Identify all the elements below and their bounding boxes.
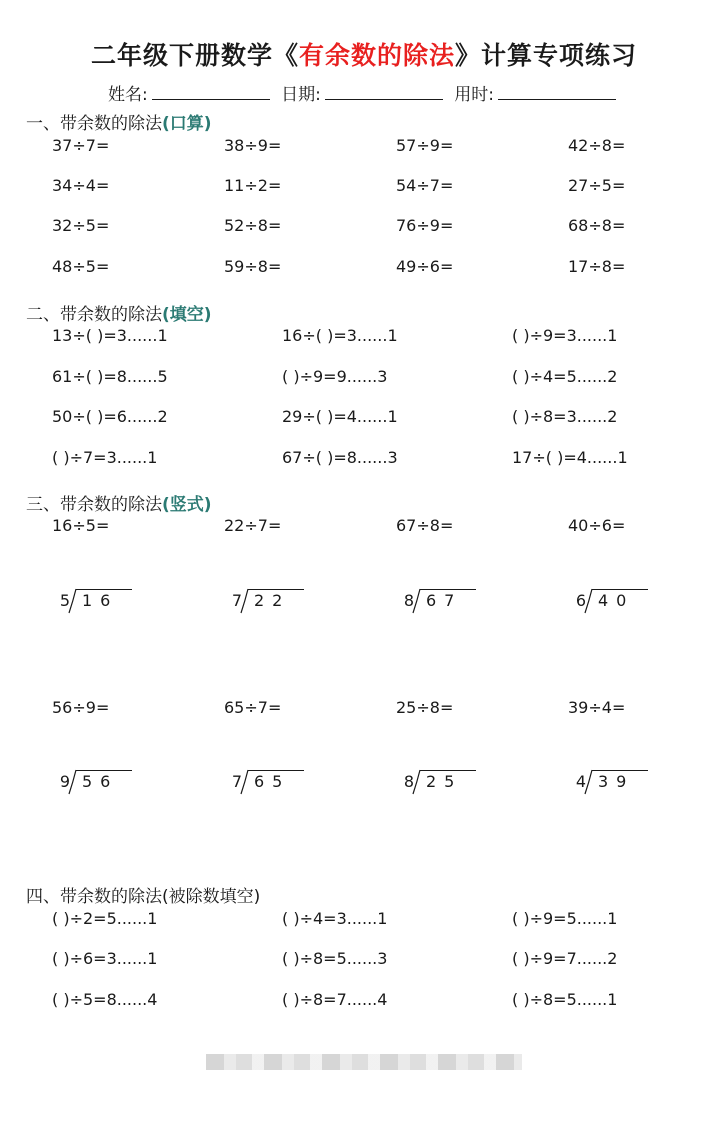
dividend: 25	[426, 772, 463, 791]
vertical-question: 40÷6=	[568, 516, 626, 535]
date-blank[interactable]	[325, 85, 443, 100]
section-heading-3: 三、带余数的除法(竖式)	[26, 495, 212, 515]
title-suffix: 》计算专项练习	[455, 41, 638, 70]
dividend: 16	[82, 591, 119, 610]
fill-question: 13÷( )=3......1	[52, 326, 168, 345]
dividend-fill-question: ( )÷6=3......1	[52, 949, 158, 968]
fill-question: ( )÷8=3......2	[512, 407, 618, 426]
dividend: 22	[254, 591, 291, 610]
section-heading-4: 四、带余数的除法(被除数填空)	[26, 887, 261, 907]
division-bracket	[412, 769, 422, 795]
oral-question: 54÷7=	[396, 176, 454, 195]
divisor: 5	[59, 591, 70, 610]
info-line	[108, 80, 622, 105]
division-vinculum	[76, 770, 132, 771]
division-vinculum	[248, 589, 304, 590]
division-vinculum	[248, 770, 304, 771]
fill-question: 17÷( )=4......1	[512, 448, 628, 467]
division-bracket	[584, 769, 594, 795]
fill-question: 29÷( )=4......1	[282, 407, 398, 426]
oral-question: 76÷9=	[396, 216, 454, 235]
fill-question: ( )÷4=5......2	[512, 367, 618, 386]
division-bracket	[584, 588, 594, 614]
dividend-fill-question: ( )÷8=5......3	[282, 949, 388, 968]
fill-question: 61÷( )=8......5	[52, 367, 168, 386]
long-division-frame	[54, 772, 119, 796]
fill-question: 50÷( )=6......2	[52, 407, 168, 426]
fill-question: ( )÷9=3......1	[512, 326, 618, 345]
oral-question: 32÷5=	[52, 216, 110, 235]
dividend: 67	[426, 591, 463, 610]
division-bracket	[412, 588, 422, 614]
dividend: 56	[82, 772, 119, 791]
division-bracket	[68, 588, 78, 614]
dividend-fill-question: ( )÷5=8......4	[52, 990, 158, 1009]
division-vinculum	[76, 589, 132, 590]
divisor: 7	[231, 772, 242, 791]
fill-question: 67÷( )=8......3	[282, 448, 398, 467]
vertical-question: 16÷5=	[52, 516, 110, 535]
title-highlight: 有余数的除法	[298, 41, 455, 70]
divisor: 4	[575, 772, 586, 791]
name-blank[interactable]	[152, 85, 270, 100]
fill-question: ( )÷7=3......1	[52, 448, 158, 467]
oral-question: 38÷9=	[224, 136, 282, 155]
divisor: 8	[403, 591, 414, 610]
division-bracket	[240, 769, 250, 795]
oral-question: 42÷8=	[568, 136, 626, 155]
division-vinculum	[592, 770, 648, 771]
dividend-fill-question: ( )÷9=7......2	[512, 949, 618, 968]
divisor: 8	[403, 772, 414, 791]
time-blank[interactable]	[498, 85, 616, 100]
oral-question: 68÷8=	[568, 216, 626, 235]
oral-question: 11÷2=	[224, 176, 282, 195]
division-vinculum	[420, 589, 476, 590]
vertical-question: 22÷7=	[224, 516, 282, 535]
dividend-fill-question: ( )÷4=3......1	[282, 909, 388, 928]
vertical-question: 56÷9=	[52, 698, 110, 717]
section-heading-2: 二、带余数的除法(填空)	[26, 305, 212, 325]
oral-question: 17÷8=	[568, 257, 626, 276]
dividend-fill-question: ( )÷2=5......1	[52, 909, 158, 928]
long-division-frame	[570, 772, 635, 796]
long-division-frame	[570, 591, 635, 615]
oral-question: 34÷4=	[52, 176, 110, 195]
oral-question: 49÷6=	[396, 257, 454, 276]
name-label: 姓名:	[108, 85, 148, 105]
date-label: 日期:	[281, 85, 321, 105]
fill-question: ( )÷9=9......3	[282, 367, 388, 386]
dividend: 65	[254, 772, 291, 791]
vertical-question: 39÷4=	[568, 698, 626, 717]
oral-question: 59÷8=	[224, 257, 282, 276]
long-division-frame	[226, 591, 291, 615]
dividend: 40	[598, 591, 635, 610]
oral-question: 48÷5=	[52, 257, 110, 276]
dividend-fill-question: ( )÷9=5......1	[512, 909, 618, 928]
division-bracket	[240, 588, 250, 614]
divisor: 7	[231, 591, 242, 610]
long-division-frame	[54, 591, 119, 615]
divisor: 6	[575, 591, 586, 610]
long-division-frame	[398, 772, 463, 796]
division-bracket	[68, 769, 78, 795]
long-division-frame	[226, 772, 291, 796]
time-label: 用时:	[454, 85, 495, 105]
dividend-fill-question: ( )÷8=7......4	[282, 990, 388, 1009]
oral-question: 37÷7=	[52, 136, 110, 155]
long-division-frame	[398, 591, 463, 615]
blurred-watermark	[206, 1054, 522, 1070]
oral-question: 27÷5=	[568, 176, 626, 195]
fill-question: 16÷( )=3......1	[282, 326, 398, 345]
title-prefix: 二年级下册数学《	[90, 41, 299, 70]
dividend-fill-question: ( )÷8=5......1	[512, 990, 618, 1009]
divisor: 9	[59, 772, 70, 791]
section-heading-1: 一、带余数的除法(口算)	[26, 114, 212, 134]
vertical-question: 67÷8=	[396, 516, 454, 535]
division-vinculum	[420, 770, 476, 771]
vertical-question: 25÷8=	[396, 698, 454, 717]
division-vinculum	[592, 589, 648, 590]
dividend: 39	[598, 772, 635, 791]
vertical-question: 65÷7=	[224, 698, 282, 717]
oral-question: 57÷9=	[396, 136, 454, 155]
page-title	[0, 36, 728, 72]
oral-question: 52÷8=	[224, 216, 282, 235]
